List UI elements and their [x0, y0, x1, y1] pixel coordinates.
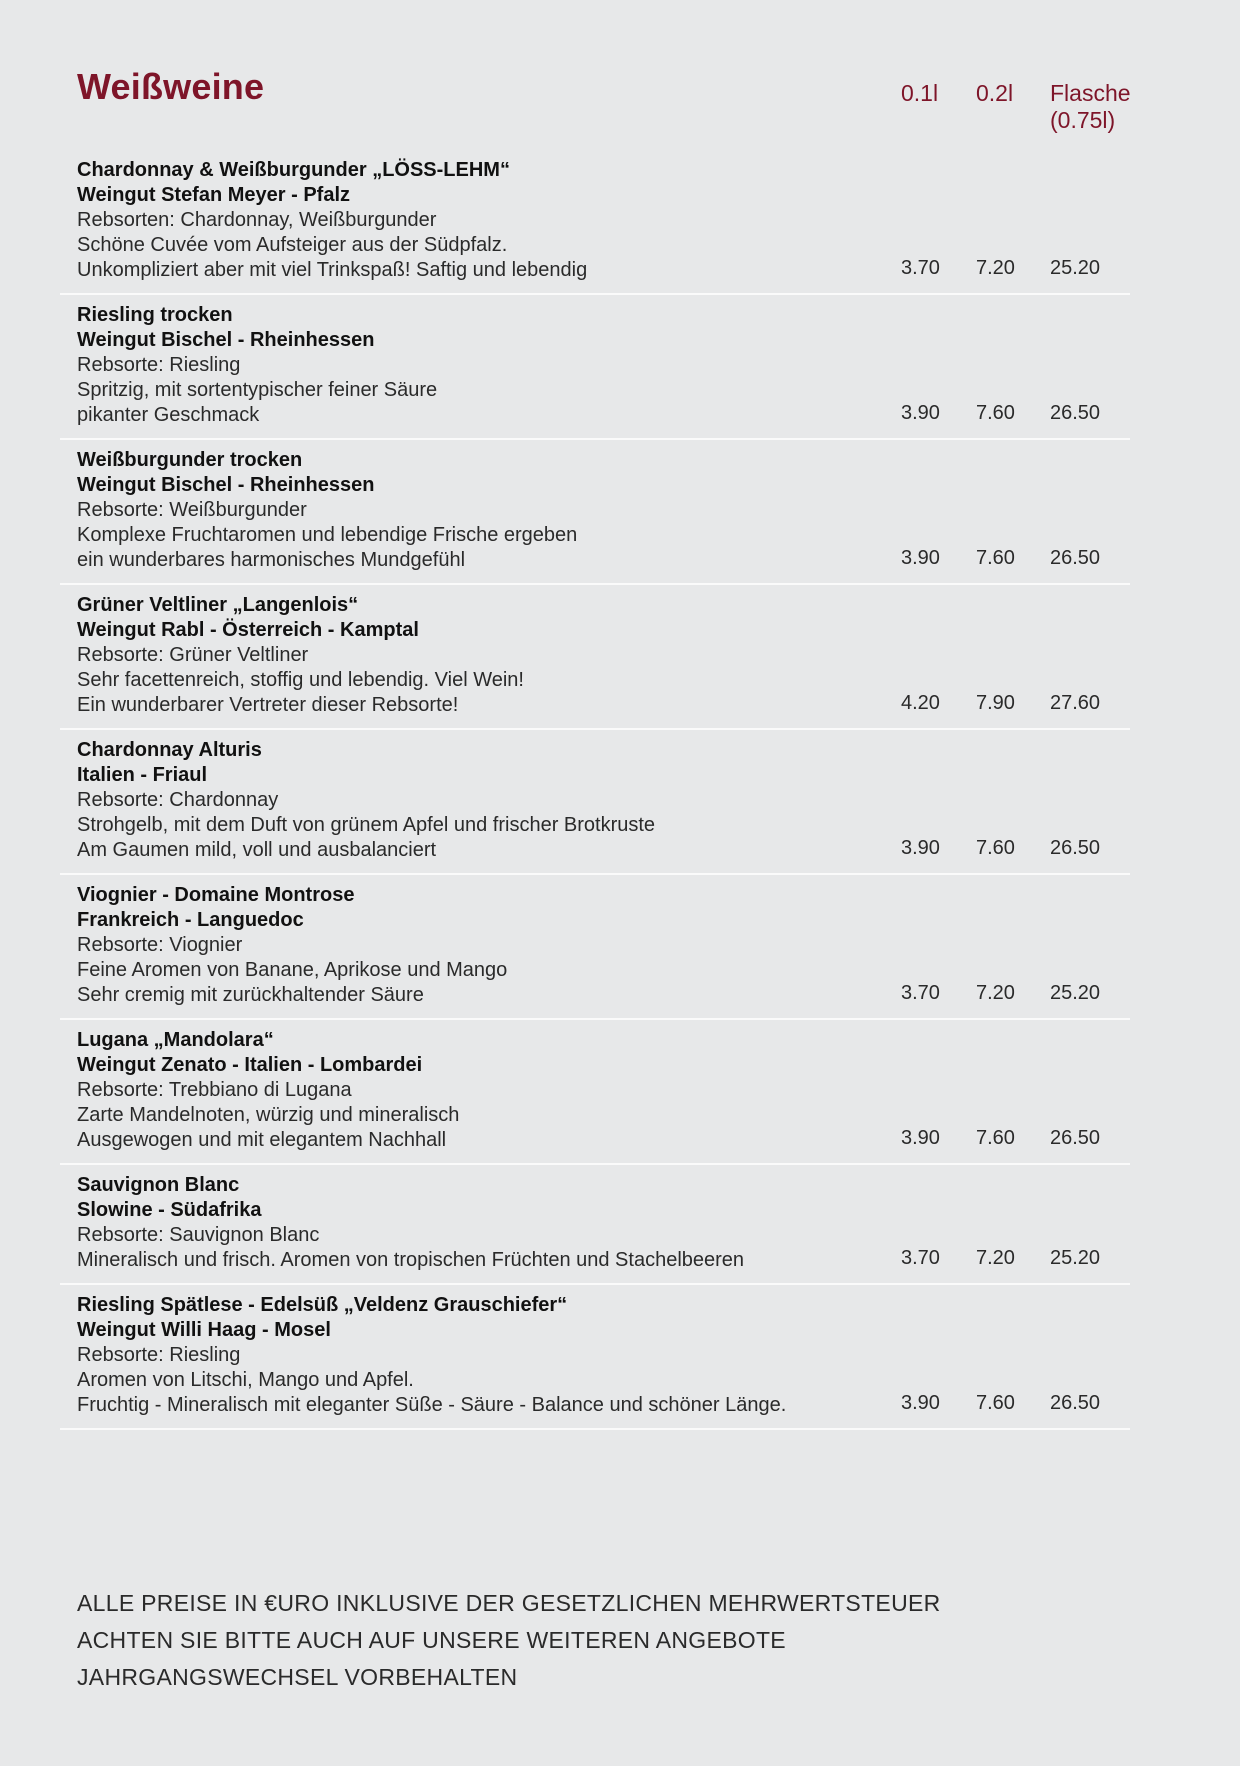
wine-producer: Italien - Friaul	[77, 764, 208, 786]
wine-description-line: Ausgewogen und mit elegantem Nachhall	[77, 1129, 447, 1151]
wine-name: Chardonnay Alturis	[77, 739, 262, 761]
wine-description-line: Schöne Cuvée vom Aufsteiger aus der Südpfalz.	[77, 234, 508, 256]
wine-description-line: Komplexe Fruchtaromen und lebendige Frische ergeben	[77, 524, 578, 546]
wine-producer: Slowine - Südafrika	[77, 1199, 262, 1221]
wine-description-line: ein wunderbares harmonisches Mundgefühl	[77, 549, 466, 571]
wine-producer: Weingut Bischel - Rheinhessen	[77, 474, 375, 496]
menu-header	[77, 66, 1197, 133]
column-header-0-2l: 0.2l	[976, 80, 1014, 106]
wine-description-line: Sehr cremig mit zurückhaltender Säure	[77, 984, 424, 1006]
column-header-0-1l: 0.1l	[901, 80, 939, 106]
price-bottle: 25.20	[1050, 982, 1101, 1004]
price-bottle: 26.50	[1050, 1392, 1101, 1414]
wine-description-line: Strohgelb, mit dem Duft von grünem Apfel und frischer Brotkruste	[77, 814, 656, 836]
price-0-1l: 3.90	[901, 547, 940, 569]
price-0-1l: 3.70	[901, 1247, 940, 1269]
wine-name: Chardonnay & Weißburgunder „LÖSS-LEHM“	[77, 159, 510, 181]
price-bottle: 25.20	[1050, 1247, 1101, 1269]
wine-producer: Weingut Willi Haag - Mosel	[77, 1319, 331, 1341]
wine-entry	[60, 150, 1130, 295]
price-0-1l: 3.70	[901, 257, 940, 279]
wine-description-line: Mineralisch und frisch. Aromen von tropischen Früchten und Stachelbeeren	[77, 1249, 745, 1271]
footer-note: JAHRGANGSWECHSEL VORBEHALTEN	[77, 1664, 518, 1690]
wine-name: Riesling Spätlese - Edelsüß „Veldenz Grauschiefer“	[77, 1294, 568, 1316]
wine-description-line: Rebsorte: Viognier	[77, 934, 243, 956]
price-0-1l: 3.90	[901, 402, 940, 424]
price-bottle: 25.20	[1050, 257, 1101, 279]
price-0-2l: 7.60	[976, 837, 1015, 859]
wine-name: Viognier - Domaine Montrose	[77, 884, 355, 906]
wine-producer: Weingut Zenato - Italien - Lombardei	[77, 1054, 423, 1076]
wine-entry	[60, 1020, 1130, 1165]
wine-name: Weißburgunder trocken	[77, 449, 303, 471]
price-0-1l: 3.90	[901, 1127, 940, 1149]
wine-description-line: Unkompliziert aber mit viel Trinkspaß! Saftig und lebendig	[77, 259, 588, 281]
wine-list	[60, 150, 1130, 1430]
wine-description-line: Rebsorte: Weißburgunder	[77, 499, 307, 521]
wine-name: Grüner Veltliner „Langenlois“	[77, 594, 359, 616]
wine-name: Lugana „Mandolara“	[77, 1029, 274, 1051]
wine-entry	[60, 1285, 1130, 1430]
price-0-2l: 7.20	[976, 982, 1015, 1004]
wine-name: Sauvignon Blanc	[77, 1174, 240, 1196]
wine-description-line: Rebsorte: Riesling	[77, 354, 241, 376]
price-0-2l: 7.20	[976, 257, 1015, 279]
wine-description-line: Rebsorte: Riesling	[77, 1344, 241, 1366]
price-0-1l: 3.70	[901, 982, 940, 1004]
wine-entry	[60, 1165, 1130, 1285]
footer-note: ALLE PREISE IN €URO INKLUSIVE DER GESETZLICHEN MEHRWERTSTEUER	[77, 1590, 941, 1616]
price-0-1l: 3.90	[901, 837, 940, 859]
price-0-2l: 7.60	[976, 1392, 1015, 1414]
page-title: Weißweine	[77, 66, 265, 107]
price-bottle: 26.50	[1050, 837, 1101, 859]
wine-description-line: Fruchtig - Mineralisch mit eleganter Süße - Säure - Balance und schöner Länge.	[77, 1394, 787, 1416]
wine-description-line: Zarte Mandelnoten, würzig und mineralisch	[77, 1104, 460, 1126]
wine-entry	[60, 730, 1130, 875]
price-bottle: 26.50	[1050, 547, 1101, 569]
wine-description-line: Sehr facettenreich, stoffig und lebendig. Viel Wein!	[77, 669, 524, 691]
wine-description-line: Rebsorte: Trebbiano di Lugana	[77, 1079, 352, 1101]
wine-entry	[60, 585, 1130, 730]
price-0-2l: 7.20	[976, 1247, 1015, 1269]
wine-description-line: Rebsorte: Sauvignon Blanc	[77, 1224, 320, 1246]
wine-producer: Weingut Stefan Meyer - Pfalz	[77, 184, 351, 206]
wine-description-line: Rebsorten: Chardonnay, Weißburgunder	[77, 209, 437, 231]
wine-producer: Weingut Rabl - Österreich - Kamptal	[77, 619, 419, 641]
footer-note: ACHTEN SIE BITTE AUCH AUF UNSERE WEITEREN ANGEBOTE	[77, 1627, 786, 1653]
price-0-2l: 7.60	[976, 402, 1015, 424]
wine-description-line: Aromen von Litschi, Mango und Apfel.	[77, 1369, 414, 1391]
wine-description-line: Rebsorte: Chardonnay	[77, 789, 279, 811]
wine-description-line: pikanter Geschmack	[77, 404, 260, 426]
wine-entry	[60, 875, 1130, 1020]
wine-entry	[60, 295, 1130, 440]
price-0-1l: 3.90	[901, 1392, 940, 1414]
wine-description-line: Feine Aromen von Banane, Aprikose und Mango	[77, 959, 508, 981]
wine-entry	[60, 440, 1130, 585]
wine-producer: Weingut Bischel - Rheinhessen	[77, 329, 375, 351]
wine-description-line: Ein wunderbarer Vertreter dieser Rebsorte!	[77, 694, 459, 716]
price-bottle: 26.50	[1050, 402, 1101, 424]
wine-description-line: Spritzig, mit sortentypischer feiner Säure	[77, 379, 438, 401]
price-0-2l: 7.60	[976, 1127, 1015, 1149]
price-bottle: 27.60	[1050, 692, 1101, 714]
price-notes	[77, 1585, 1077, 1696]
price-0-1l: 4.20	[901, 692, 940, 714]
price-0-2l: 7.90	[976, 692, 1015, 714]
column-header-bottle: Flasche (0.75l)	[1050, 80, 1131, 133]
wine-name: Riesling trocken	[77, 304, 233, 326]
wine-description-line: Rebsorte: Grüner Veltliner	[77, 644, 309, 666]
price-bottle: 26.50	[1050, 1127, 1101, 1149]
price-0-2l: 7.60	[976, 547, 1015, 569]
wine-producer: Frankreich - Languedoc	[77, 909, 304, 931]
wine-description-line: Am Gaumen mild, voll und ausbalanciert	[77, 839, 437, 861]
